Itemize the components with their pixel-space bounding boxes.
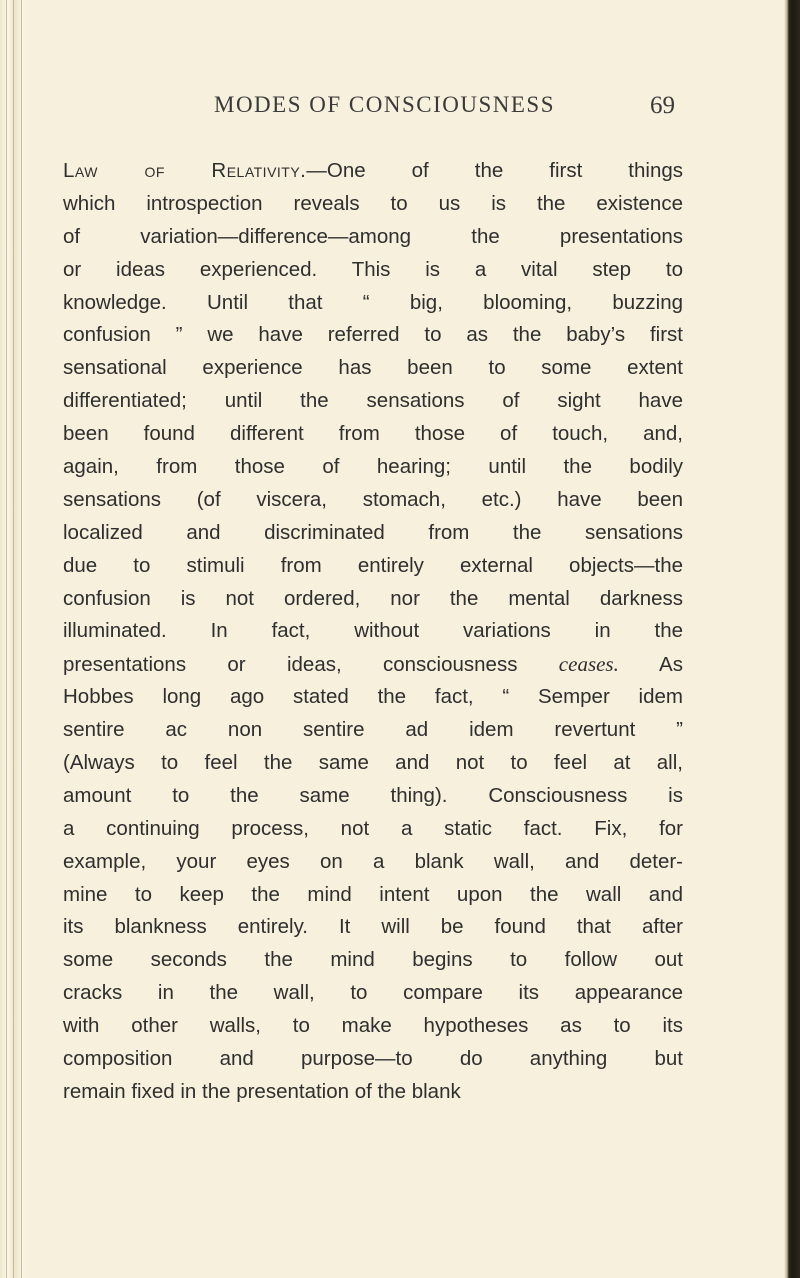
gutter-line — [6, 0, 7, 1278]
running-head: MODES OF CONSCIOUSNESS — [214, 92, 556, 117]
text-line: illuminated. In fact, without variations in the — [63, 619, 683, 643]
italic-word: ceases. — [558, 652, 619, 677]
text-line: differentiated; until the sensations of sight have — [63, 389, 683, 413]
text-line: or ideas experienced. This is a vital step to — [63, 257, 683, 281]
text-line: localized and discriminated from the sensations — [63, 520, 683, 544]
text-line: example, your eyes on a blank wall, and deter- — [63, 849, 683, 873]
line-text: —One of the first things — [306, 159, 684, 182]
page-edge — [784, 0, 800, 1278]
text-line: mine to keep the mind intent upon the wall and — [63, 882, 683, 906]
text-line: knowledge. Until that “ big, blooming, buzzing — [63, 290, 683, 314]
text-line: its blankness entirely. It will be found that after — [63, 915, 683, 939]
text-line: cracks in the wall, to compare its appearance — [63, 981, 683, 1005]
text-line: with other walls, to make hypotheses as to its — [63, 1014, 683, 1038]
text-line: (Always to feel the same and not to feel at all, — [63, 751, 683, 775]
page-header — [0, 92, 800, 132]
text-line: Hobbes long ago stated the fact, “ Semper idem — [63, 685, 683, 709]
text-line — [63, 648, 683, 681]
text-line: sentire ac non sentire ad idem revertunt ” — [63, 718, 683, 742]
text-line: due to stimuli from entirely external objects—the — [63, 553, 683, 577]
text-line: remain fixed in the presentation of the blank — [63, 1079, 461, 1103]
text-line: sensational experience has been to some extent — [63, 356, 683, 380]
text-line: confusion is not ordered, nor the mental darkness — [63, 586, 683, 610]
gutter-line — [13, 0, 14, 1278]
gutter-line — [21, 0, 22, 1278]
text-line: confusion ” we have referred to as the baby’s first — [63, 323, 683, 347]
body-paragraph — [63, 155, 683, 1109]
text-line: a continuing process, not a static fact. Fix, for — [63, 816, 683, 840]
line-text: As — [618, 653, 683, 677]
text-line: amount to the same thing). Consciousness is — [63, 783, 683, 807]
text-line — [63, 155, 683, 188]
page-number: 69 — [650, 92, 675, 119]
text-line: sensations (of viscera, stomach, etc.) have been — [63, 487, 683, 511]
text-line: of variation—difference—among the presentations — [63, 224, 683, 248]
text-line: been found different from those of touch, and, — [63, 422, 683, 446]
text-line: again, from those of hearing; until the bodily — [63, 455, 683, 479]
text-line: composition and purpose—to do anything but — [63, 1047, 683, 1071]
section-heading: Law of Relativity. — [63, 159, 307, 182]
text-line: some seconds the mind begins to follow out — [63, 948, 683, 972]
text-line: which introspection reveals to us is the existence — [63, 191, 683, 215]
line-text: presentations or ideas, consciousness — [63, 653, 559, 677]
binding-gutter — [0, 0, 30, 1278]
